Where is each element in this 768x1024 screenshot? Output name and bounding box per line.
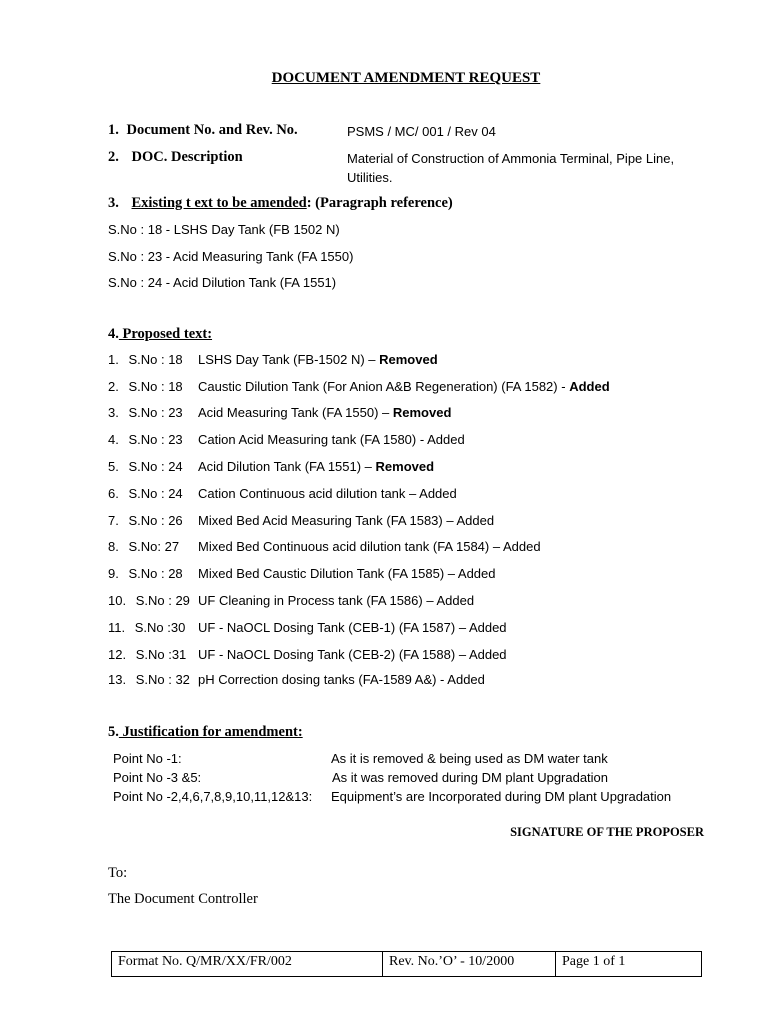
- item-description: [198, 620, 507, 635]
- existing-text-line: S.No : 24 - Acid Dilution Tank (FA 1551): [108, 275, 337, 290]
- signature-label: SIGNATURE OF THE PROPOSER: [510, 825, 704, 839]
- section-3-heading: [108, 195, 453, 212]
- item-number: 10.: [108, 593, 127, 608]
- item-number: 5.: [108, 459, 119, 474]
- justification-point: Point No -2,4,6,7,8,9,10,11,12&13:: [113, 789, 313, 804]
- item-status: Removed: [392, 405, 452, 420]
- justification-reason: As it was removed during DM plant Upgradation: [332, 770, 609, 785]
- item-sno: S.No :31: [135, 647, 187, 662]
- section-1-number: 1.: [108, 122, 119, 138]
- item-desc-text: Acid Measuring Tank (FA 1550) –: [198, 405, 393, 420]
- section-3-suffix: : (Paragraph reference): [306, 195, 453, 211]
- proposed-item: [108, 459, 435, 474]
- item-desc-text: Caustic Dilution Tank (For Anion A&B Regeneration) (FA 1582) -: [198, 379, 570, 394]
- revision-number: Rev. No.’O’ - 10/2000: [383, 952, 556, 976]
- item-desc-text: pH Correction dosing tanks (FA-1589 A&) -: [198, 672, 448, 687]
- proposed-item: [108, 513, 495, 528]
- item-desc-text: Mixed Bed Caustic Dilution Tank (FA 1585) –: [198, 566, 458, 581]
- justification-reason: Equipment’s are Incorporated during DM plant Upgradation: [331, 789, 672, 804]
- item-description: [198, 566, 496, 581]
- item-description: [198, 647, 507, 662]
- format-number: Format No. Q/MR/XX/FR/002: [112, 952, 383, 976]
- page-number: Page 1 of 1: [562, 954, 626, 969]
- item-desc-text: Mixed Bed Acid Measuring Tank (FA 1583) –: [198, 513, 457, 528]
- item-number: 11.: [108, 620, 126, 635]
- item-desc-text: Acid Dilution Tank (FA 1551) –: [198, 459, 376, 474]
- item-status: Added: [419, 486, 457, 501]
- doc-description-line-2: Utilities.: [347, 170, 393, 185]
- section-2-label: DOC. Description: [131, 149, 243, 165]
- item-sno: S.No : 24: [128, 459, 183, 474]
- item-number: 8.: [108, 539, 119, 554]
- item-desc-text: UF - NaOCL Dosing Tank (CEB-1) (FA 1587) –: [198, 620, 469, 635]
- section-4-number: 4.: [108, 326, 119, 342]
- justification-row: [113, 751, 608, 766]
- item-status: Added: [569, 379, 610, 394]
- item-sno: S.No : 28: [128, 566, 183, 581]
- item-status: Removed: [375, 459, 435, 474]
- justification-row: [113, 789, 672, 804]
- item-number: 3.: [108, 405, 119, 420]
- item-status: Added: [468, 647, 507, 662]
- item-number: 12.: [108, 647, 127, 662]
- proposed-item: [108, 593, 475, 608]
- item-description: [198, 593, 474, 608]
- item-description: [198, 539, 541, 554]
- item-description: [198, 352, 438, 367]
- item-number: 4.: [108, 432, 119, 447]
- section-4-heading: [108, 326, 212, 343]
- proposed-item: [108, 405, 452, 420]
- item-desc-text: UF - NaOCL Dosing Tank (CEB-2) (FA 1588) –: [198, 647, 469, 662]
- item-sno: S.No : 18: [128, 352, 183, 367]
- existing-text-line: S.No : 18 - LSHS Day Tank (FB 1502 N): [108, 222, 340, 237]
- proposed-item: [108, 539, 541, 554]
- proposed-item: [108, 566, 496, 581]
- proposed-item: [108, 379, 610, 394]
- proposed-item: [108, 647, 507, 662]
- item-description: [198, 513, 494, 528]
- document-number-value: PSMS / MC/ 001 / Rev 04: [347, 124, 496, 139]
- item-number: 7.: [108, 513, 119, 528]
- item-number: 9.: [108, 566, 119, 581]
- item-status: Added: [502, 539, 541, 554]
- item-number: 13.: [108, 672, 127, 687]
- item-status: Removed: [379, 352, 438, 367]
- proposed-item: [108, 486, 457, 501]
- section-1-label: Document No. and Rev. No.: [126, 122, 298, 138]
- item-number: 6.: [108, 486, 119, 501]
- item-sno: S.No : 32: [135, 672, 190, 687]
- item-description: [198, 405, 451, 420]
- item-description: [198, 459, 434, 474]
- section-5-label: Justification for amendment:: [118, 724, 303, 740]
- section-3-label: Existing t ext to be amended: [131, 195, 307, 211]
- item-status: Added: [427, 432, 465, 447]
- section-5-number: 5.: [108, 724, 119, 740]
- proposed-item: [108, 620, 507, 635]
- document-title: DOCUMENT AMENDMENT REQUEST: [271, 70, 541, 86]
- item-sno: S.No : 23: [128, 432, 183, 447]
- recipient: The Document Controller: [108, 891, 258, 907]
- item-number: 1.: [108, 352, 119, 367]
- item-sno: S.No : 18: [128, 379, 183, 394]
- item-status: Added: [436, 593, 475, 608]
- section-4-label: Proposed text:: [118, 326, 213, 342]
- justification-point: Point No -3 &5:: [113, 770, 202, 785]
- footer-table: [111, 951, 702, 977]
- to-label: To:: [108, 865, 128, 881]
- item-number: 2.: [108, 379, 119, 394]
- existing-text-line: S.No : 23 - Acid Measuring Tank (FA 1550): [108, 249, 354, 264]
- item-sno: S.No : 23: [128, 405, 183, 420]
- proposed-item: [108, 432, 465, 447]
- item-desc-text: UF Cleaning in Process tank (FA 1586) –: [198, 593, 437, 608]
- item-sno: S.No : 26: [128, 513, 183, 528]
- section-3-number: 3.: [108, 195, 119, 211]
- item-status: Added: [447, 672, 485, 687]
- item-sno: S.No :30: [134, 620, 186, 635]
- item-status: Added: [457, 566, 496, 581]
- justification-row: [113, 770, 609, 785]
- item-sno: S.No : 24: [128, 486, 183, 501]
- justification-point: Point No -1:: [113, 751, 182, 766]
- item-desc-text: Cation Continuous acid dilution tank –: [198, 486, 420, 501]
- proposed-item: [108, 672, 485, 687]
- item-description: [198, 486, 457, 501]
- item-sno: S.No : 29: [135, 593, 190, 608]
- item-desc-text: Mixed Bed Continuous acid dilution tank (FA 1584) –: [198, 539, 503, 554]
- section-1-heading: [108, 122, 298, 139]
- item-status: Added: [456, 513, 495, 528]
- section-5-heading: [108, 724, 303, 741]
- item-description: [198, 379, 610, 394]
- proposed-item: [108, 352, 438, 367]
- item-status: Added: [468, 620, 507, 635]
- item-desc-text: Cation Acid Measuring tank (FA 1580) -: [198, 432, 428, 447]
- item-description: [198, 672, 485, 687]
- item-desc-text: LSHS Day Tank (FB-1502 N) –: [198, 352, 380, 367]
- doc-description-line-1: Material of Construction of Ammonia Terminal, Pipe Line,: [347, 151, 675, 166]
- section-2-heading: [108, 149, 243, 166]
- section-2-number: 2.: [108, 149, 119, 165]
- justification-reason: As it is removed & being used as DM water tank: [331, 751, 608, 766]
- item-description: [198, 432, 465, 447]
- item-sno: S.No: 27: [128, 539, 180, 554]
